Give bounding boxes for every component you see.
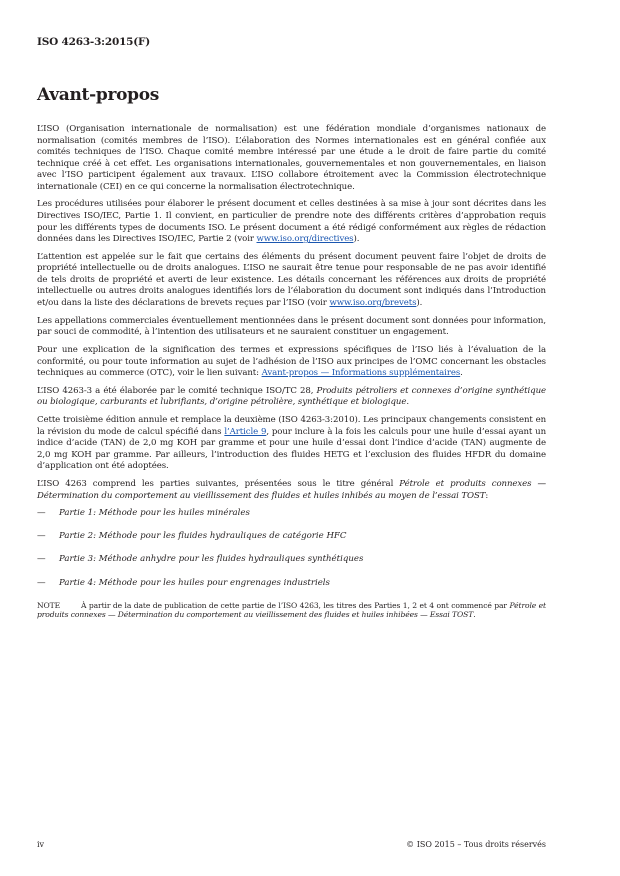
paragraph-edition <box>37 415 546 473</box>
paragraph-text: . <box>460 368 463 379</box>
part-title: Partie 3: Méthode anhydre pour les fluides hydrauliques synthétiques <box>59 554 364 565</box>
dash-bullet: — <box>37 577 46 588</box>
dash-bullet: — <box>37 554 46 565</box>
paragraph-conformity <box>37 345 546 380</box>
paragraph-text: Cette troisième édition annule et remplace la deuxième (ISO 4263-3:2010). Les principaux changements consistent en la révision du mode de calcul spécifié dans <box>37 415 546 437</box>
paragraph-committee <box>37 386 546 409</box>
part-title: Partie 1: Méthode pour les huiles minérales <box>59 508 250 519</box>
list-item <box>37 531 546 543</box>
committee-title: Produits pétroliers et connexes d’origine synthétique ou biologique, carburants et lubrifiants, d’origine pétrolière, synthétique et biologique <box>37 385 546 408</box>
paragraph-text: . <box>406 397 409 408</box>
note-text: . <box>473 610 476 620</box>
page-number: iv <box>37 840 45 849</box>
note-label: NOTE <box>37 600 61 610</box>
paragraph-text: Les procédures utilisées pour élaborer le présent document et celles destinées à sa mise à jour sont décrites dans les Directives ISO/IEC, Partie 1. Il convient, en particulier de prendre note des différents critères d’approbation requis pour les différents types de documents ISO. Le présent document a été rédigé conformément aux règles de rédaction données dans les Directives ISO/IEC, Partie 2 (voir <box>37 199 546 245</box>
link-foreword-info[interactable]: Avant-propos — Informations supplémentaires <box>261 368 461 379</box>
note-italic-title: Pétrole et produits connexes — Détermination du comportement au vieillissement des fluides et huiles inhibées — Essai TOST <box>37 600 546 620</box>
paragraph-text: L’attention est appelée sur le fait que certains des éléments du présent document peuvent faire l’objet de droits de propriété intellectuelle ou de droits analogues. L’ISO ne saurait être tenue pour responsable de ne pas avoir identifié de tels droits de propriété et averti de leur existence. Les détails concernant les références aux droits de propriété intellectuelle ou autres droits analogues identifiés lors de l’élaboration du document sont indiqués dans l’Introduction et/ou dans la liste des déclarations de brevets reçues par l’ISO (voir <box>37 251 546 309</box>
paragraph-text: , pour inclure à la fois les calculs pour une huile d’essai ayant un indice d’acide (TAN) de 2,0 mg KOH par gramme et pour une huile d’essai dont l’indice d’acide (TAN) augmente de 2,0 mg KOH par gramme. Par ailleurs, l’introduction des fluides HETG et l’exclusion des fluides HFDR du domaine d’application ont été adoptées. <box>37 426 547 472</box>
general-title: Pétrole et produits connexes — Détermination du comportement au vieillissement des fluides et huiles inhibés au moyen de l’essai TOST <box>37 479 547 501</box>
link-article-9[interactable]: l’Article 9 <box>224 426 267 437</box>
document-id: ISO 4263-3:2015(F) <box>37 36 151 48</box>
copyright: © ISO 2015 – Tous droits réservés <box>406 840 546 849</box>
parts-list <box>37 508 546 589</box>
paragraph-text: ). <box>416 298 423 309</box>
note <box>37 601 546 620</box>
part-title: Partie 2: Méthode pour les fluides hydrauliques de catégorie HFC <box>59 531 347 542</box>
part-title: Partie 4: Méthode pour les huiles pour engrenages industriels <box>59 577 330 588</box>
paragraph-iso-intro: L’ISO (Organisation internationale de normalisation) est une fédération mondiale d’organismes nationaux de normalisation (comités membres de l’ISO). L’élaboration des Normes internationales est en général confiée aux comités techniques de l’ISO. Chaque comité membre intéressé par une étude a le droit de faire partie du comité technique créé à cet effet. Les organisations internationales, gouvernementales et non gouvernementales, en liaison avec l’ISO participent également aux travaux. L’ISO collabore étroitement avec la Commission électrotechnique internationale (CEI) en ce qui concerne la normalisation électrotechnique. <box>37 124 546 192</box>
paragraph-text: ). <box>353 234 360 245</box>
paragraph-procedures <box>37 199 546 245</box>
dash-bullet: — <box>37 508 46 519</box>
note-text: À partir de la date de publication de cette partie de l’ISO 4263, les titres des Parties 1, 2 et 4 ont commencé par <box>81 600 510 610</box>
paragraph-text: L’ISO 4263-3 a été élaborée par le comité technique ISO/TC 28, <box>37 385 317 396</box>
link-brevets[interactable]: www.iso.org/brevets <box>329 298 417 309</box>
paragraph-trade-names: Les appellations commerciales éventuellement mentionnées dans le présent document sont données pour information, par souci de commodité, à l’intention des utilisateurs et ne sauraient constituer un engagement. <box>37 315 546 338</box>
list-item <box>37 508 546 520</box>
paragraph-text: : <box>485 490 489 501</box>
paragraph-text: L’ISO 4263 comprend les parties suivantes, présentées sous le titre général <box>37 479 400 490</box>
dash-bullet: — <box>37 531 46 542</box>
paragraph-parts-intro <box>37 479 546 502</box>
document-body <box>37 124 546 626</box>
paragraph-patents <box>37 252 546 310</box>
list-item <box>37 578 546 590</box>
list-item <box>37 554 546 566</box>
link-directives[interactable]: www.iso.org/directives <box>256 234 354 245</box>
paragraph-text: Pour une explication de la signification des termes et expressions spécifiques de l’ISO liés à l’évaluation de la conformité, ou pour toute information au sujet de l’adhésion de l’ISO aux principes de l’OMC concernant les obstacles techniques au commerce (OTC), voir le lien suivant: <box>37 345 546 379</box>
section-title: Avant-propos <box>37 85 160 105</box>
